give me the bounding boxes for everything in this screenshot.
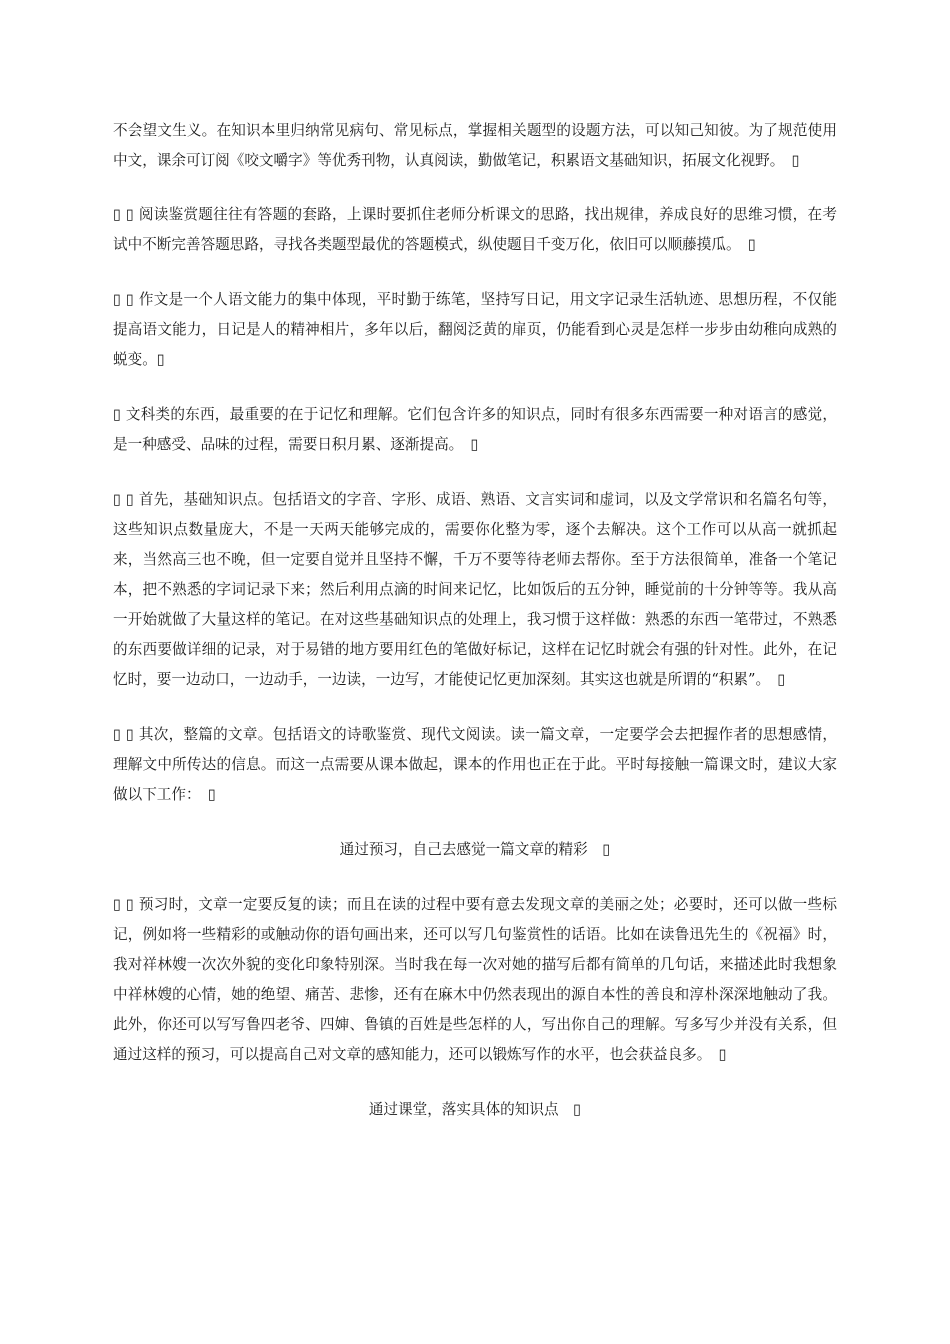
- paragraph-whole-articles: ▯ ▯ 其次，整篇的文章。包括语文的诗歌鉴赏、现代文阅读。读一篇文章，一定要学会去把握作者的思想感情，理解文中所传达的信息。而这一点需要从课本做起，课本的作用也正在于此。平时每接触一篇课文时，建议大家做以下工作： ▯: [113, 726, 837, 803]
- paragraph-reading-appreciation: ▯ ▯ 阅读鉴赏题往往有答题的套路，上课时要抓住老师分析课文的思路，找出规律，养成良好的思维习惯，在考试中不断完善答题思路，寻找各类题型最优的答题模式，纵使题目千变万化，依旧可以顺藤摸瓜。 ▯: [113, 206, 837, 253]
- paragraph-composition: ▯ ▯ 作文是一个人语文能力的集中体现，平时勤于练笔，坚持写日记，用文字记录生活轨迹、思想历程，不仅能提高语文能力，日记是人的精神相片，多年以后，翻阅泛黄的扉页，仍能看到心灵是怎样一步步由幼稚向成熟的蜕变。▯: [113, 291, 837, 368]
- paragraph-liberal-arts: ▯ 文科类的东西，最重要的在于记忆和理解。它们包含许多的知识点，同时有很多东西需要一种对语言的感觉，是一种感受、品味的过程，需要日积月累、逐渐提高。 ▯: [113, 406, 837, 453]
- section-heading-classroom: 通过课堂，落实具体的知识点 ▯: [368, 1101, 582, 1118]
- document-page: [113, 116, 837, 1150]
- paragraph-basic-knowledge: ▯ ▯ 首先，基础知识点。包括语文的字音、字形、成语、熟语、文言实词和虚词，以及文学常识和名篇名句等，这些知识点数量庞大，不是一天两天能够完成的，需要你化整为零，逐个去解决。这个工作可以从高一就抓起来，当然高三也不晚，但一定要自觉并且坚持不懈，千万不要等待老师去帮你。至于方法很简单，准备一个笔记本，把不熟悉的字词记录下来；然后利用点滴的时间来记忆，比如饭后的五分钟，睡觉前的十分钟等等。我从高一开始就做了大量这样的笔记。在对这些基础知识点的处理上，我习惯于这样做：熟悉的东西一笔带过，不熟悉的东西要做详细的记录，对于易错的地方要用红色的笔做好标记，这样在记忆时就会有强的针对性。此外，在记忆时，要一边动口，一边动手，一边读，一边写，才能使记忆更加深刻。其实这也就是所谓的“积累”。 ▯: [113, 491, 837, 688]
- paragraph-vocabulary-notes: 不会望文生义。在知识本里归纳常见病句、常见标点，掌握相关题型的设题方法，可以知己知彼。为了规范使用中文，课余可订阅《咬文嚼字》等优秀刊物，认真阅读，勤做笔记，积累语文基础知识，拓展文化视野。 ▯: [113, 122, 837, 169]
- paragraph-preview: ▯ ▯ 预习时，文章一定要反复的读；而且在读的过程中要有意去发现文章的美丽之处；必要时，还可以做一些标记，例如将一些精彩的或触动你的语句画出来，还可以写几句鉴赏性的话语。比如在读鲁迅先生的《祝福》时，我对祥林嫂一次次外貌的变化印象特别深。当时我在每一次对她的描写后都有简单的几句话，来描述此时我想象中祥林嫂的心情，她的绝望、痛苦、悲惨，还有在麻木中仍然表现出的源自本性的善良和淳朴深深地触动了我。此外，你还可以写写鲁四老爷、四婶、鲁镇的百姓是些怎样的人，写出你自己的理解。写多写少并没有关系，但通过这样的预习，可以提高自己对文章的感知能力，还可以锻炼写作的水平，也会获益良多。 ▯: [113, 896, 837, 1063]
- section-heading-preview: 通过预习，自己去感觉一篇文章的精彩 ▯: [339, 841, 611, 858]
